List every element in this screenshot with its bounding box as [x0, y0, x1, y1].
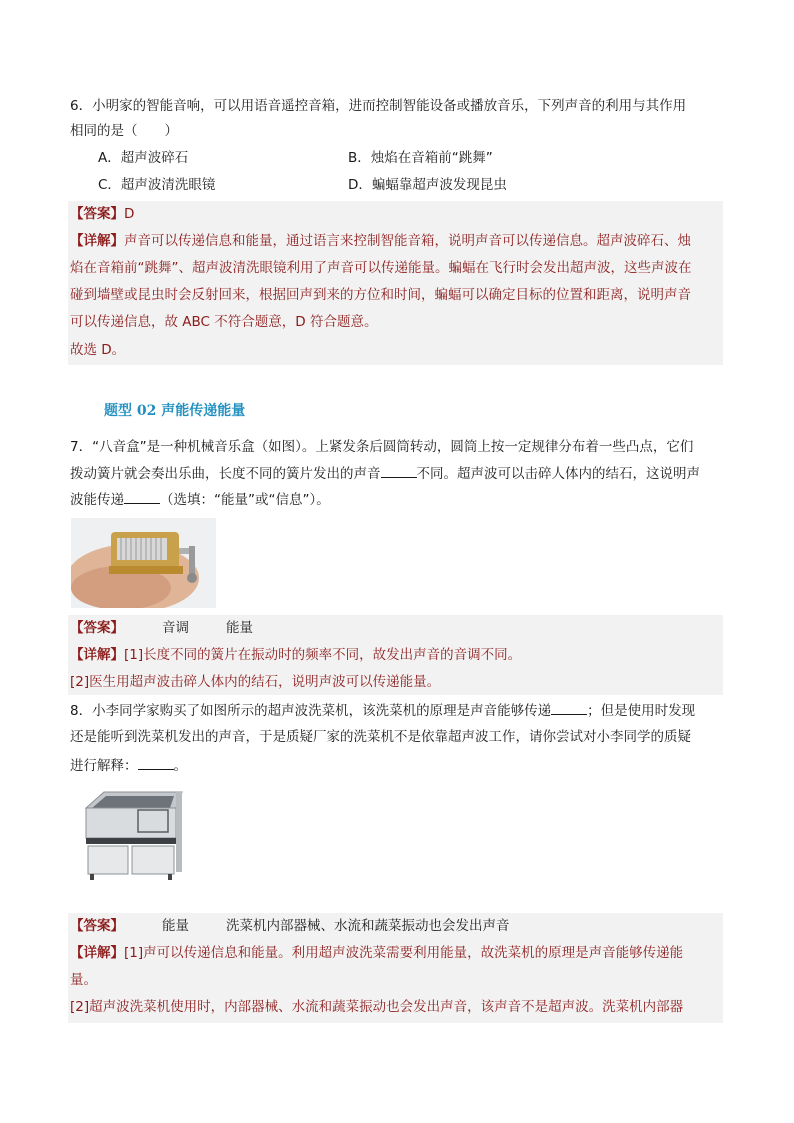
q8-stem-line1a: 8．小李同学家购买了如图所示的超声波洗菜机，该洗菜机的原理是声音能够传递	[70, 703, 552, 719]
q6-detail-line4: 可以传递信息，故 ABC 不符合题意，D 符合题意。	[70, 314, 378, 330]
vegetable-washer-image	[78, 786, 186, 882]
q8-answer-row	[70, 916, 124, 936]
q6-option-d: D．蝙蝠靠超声波发现昆虫	[348, 177, 507, 193]
answer-tag: 【答案】	[70, 918, 124, 934]
q6-stem-line2: 相同的是（ ）	[70, 123, 178, 139]
detail-tag: 【详解】	[70, 233, 124, 249]
q7-answer-row	[70, 618, 124, 638]
q6-answer-value: D	[124, 206, 135, 222]
q8-stem-line1b: ；但是使用时发现	[587, 703, 696, 719]
q8-detail-text1: [1]声可以传递信息和能量。利用超声波洗菜需要利用能量，故洗菜机的原理是声音能够传递能	[124, 945, 684, 961]
q8-detail-line1	[70, 943, 683, 963]
q7-stem-line2a: 拨动簧片就会奏出乐曲，长度不同的簧片发出的声音	[70, 466, 381, 482]
q7-stem-line1: 7．“八音盒”是一种机械音乐盒（如图）。上紧发条后圆筒转动，圆筒上按一定规律分布着一些凸点，它们	[70, 439, 694, 455]
q6-answer-row	[70, 204, 134, 224]
q7-stem-line3	[70, 489, 330, 510]
q6-option-c: C．超声波清洗眼镜	[98, 177, 216, 193]
answer-tag: 【答案】	[70, 206, 124, 222]
q6-detail-line1	[70, 231, 691, 251]
music-box-image	[71, 518, 216, 608]
q8-stem-line1	[70, 700, 695, 721]
q8-stem-line2: 还是能听到洗菜机发出的声音，于是质疑厂家的洗菜机不是依靠超声波工作，请你尝试对小李同学的质疑	[70, 729, 691, 745]
q8-blank-1[interactable]	[551, 700, 587, 715]
q6-detail-line2: 焰在音箱前“跳舞”、超声波清洗眼镜利用了声音可以传递能量。蝙蝠在飞行时会发出超声波，这些声波在	[70, 260, 692, 276]
q7-blank-2[interactable]	[124, 489, 160, 504]
q6-stem-line1: 6．小明家的智能音响，可以用语音遥控音箱，进而控制智能设备或播放音乐，下列声音的利用与其作用	[70, 98, 687, 114]
q7-stem-line3a: 波能传递	[70, 492, 124, 508]
q6-option-b: B．烛焰在音箱前“跳舞”	[348, 150, 493, 166]
q7-stem-line3b: （选填：“能量”或“信息”）。	[160, 492, 330, 508]
answer-tag: 【答案】	[70, 620, 124, 636]
q7-stem-line2	[70, 463, 700, 484]
q8-detail-line3: [2]超声波洗菜机使用时，内部器械、水流和蔬菜振动也会发出声音，该声音不是超声波。洗菜机内部器	[70, 999, 684, 1015]
q6-detail-line5: 故选 D。	[70, 342, 126, 358]
q8-detail-line2: 量。	[70, 972, 97, 988]
q6-answer-box	[68, 201, 723, 365]
q8-blank-2[interactable]	[138, 755, 174, 770]
q6-detail-text1: 声音可以传递信息和能量，通过语言来控制智能音箱，说明声音可以传递信息。超声波碎石、烛	[124, 233, 691, 249]
q8-stem-line3b: 。	[173, 758, 187, 774]
detail-tag: 【详解】	[70, 945, 124, 961]
q7-answer-1: 音调	[162, 620, 189, 636]
q8-stem-line3	[70, 755, 187, 776]
q8-answer-1: 能量	[162, 918, 189, 934]
q8-stem-line3a: 进行解释：	[70, 758, 138, 774]
q6-option-a: A．超声波碎石	[98, 150, 189, 166]
q7-blank-1[interactable]	[381, 463, 417, 478]
q7-detail-line2: [2]医生用超声波击碎人体内的结石，说明声波可以传递能量。	[70, 674, 441, 690]
q7-answer-2: 能量	[226, 620, 253, 636]
section-heading: 题型 02 声能传递能量	[104, 403, 246, 419]
q7-stem-line2b: 不同。超声波可以击碎人体内的结石，这说明声	[416, 466, 700, 482]
q6-detail-line3: 碰到墙壁或昆虫时会反射回来，根据回声到来的方位和时间，蝙蝠可以确定目标的位置和距离，说明声音	[70, 287, 691, 303]
q7-detail-line1	[70, 645, 521, 665]
q8-answer-2: 洗菜机内部器械、水流和蔬菜振动也会发出声音	[226, 918, 510, 934]
detail-tag: 【详解】	[70, 647, 124, 663]
q7-detail-text1: [1]长度不同的簧片在振动时的频率不同，故发出声音的音调不同。	[124, 647, 522, 663]
